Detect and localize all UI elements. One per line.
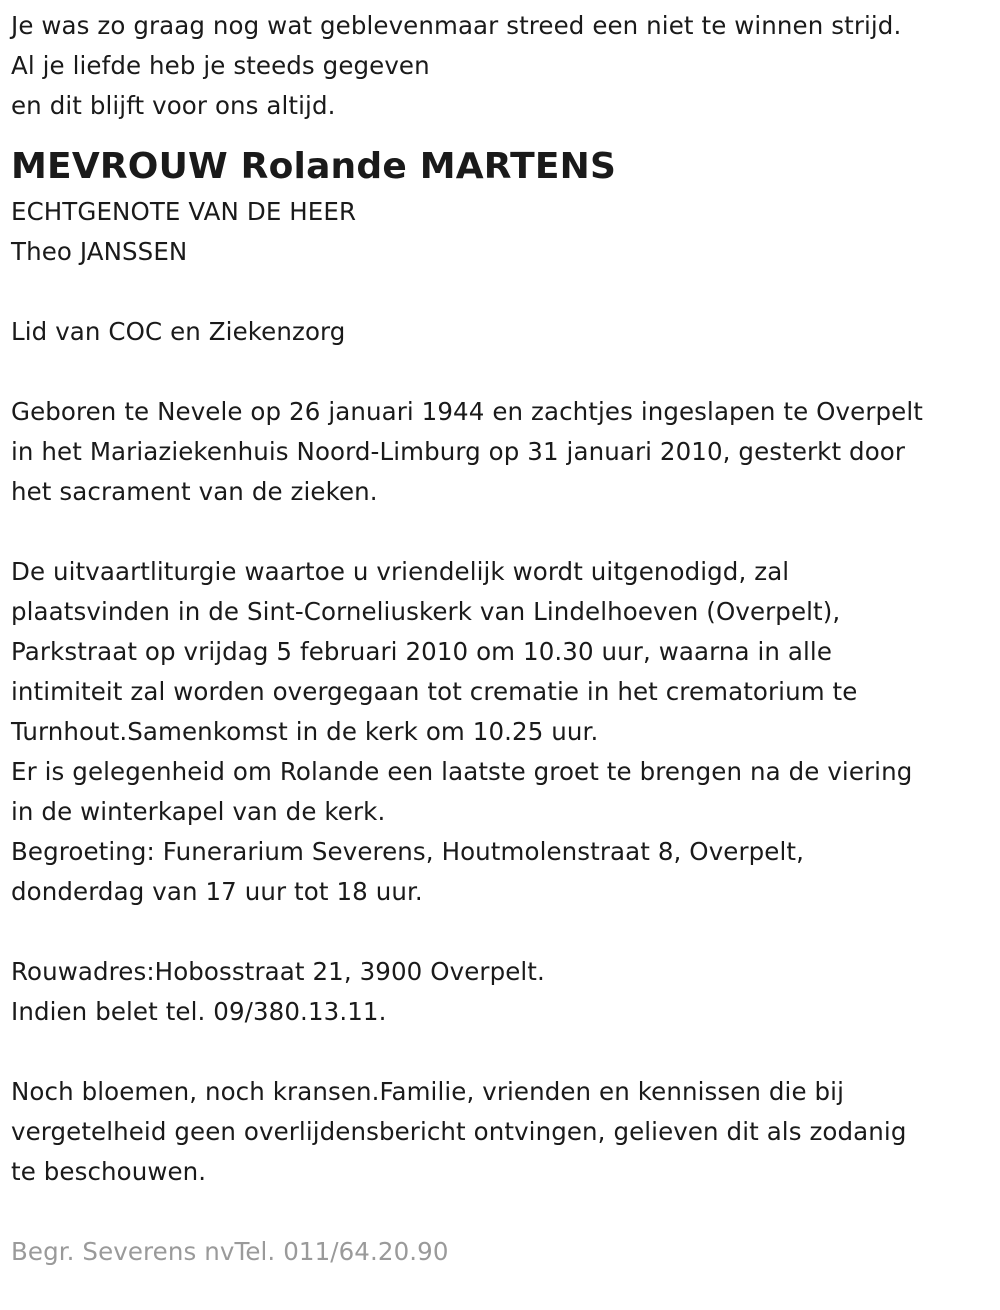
birth-death-paragraph [11,392,991,512]
death-notice [11,6,991,1272]
spacer [11,272,991,312]
spacer [11,352,991,392]
paragraph-line: Begroeting: Funerarium Severens, Houtmolenstraat 8, Overpelt, [11,837,804,866]
spouse-name: Theo JANSSEN [11,237,188,266]
closing-paragraph [11,1072,991,1192]
spacer [11,1032,991,1072]
address-line: Rouwadres:Hobosstraat 21, 3900 Overpelt. [11,957,545,986]
spacer [11,912,991,952]
spacer [11,1192,991,1232]
phone-line: Indien belet tel. 09/380.13.11. [11,997,387,1026]
poem-line: en dit blijft voor ons altijd. [11,91,336,120]
paragraph-line: intimiteit zal worden overgegaan tot crematie in het crematorium te [11,677,858,706]
paragraph-line: vergetelheid geen overlijdensbericht ontvingen, gelieven dit als zodanig [11,1117,907,1146]
poem-line: Je was zo graag nog wat geblevenmaar streed een niet te winnen strijd. [11,11,902,40]
relation-line: ECHTGENOTE VAN DE HEER [11,197,357,226]
paragraph-line: in de winterkapel van de kerk. [11,797,386,826]
paragraph-line: Turnhout.Samenkomst in de kerk om 10.25 uur. [11,717,599,746]
paragraph-line: te beschouwen. [11,1157,207,1186]
paragraph-line: De uitvaartliturgie waartoe u vriendelijk wordt uitgenodigd, zal [11,557,790,586]
spacer [11,512,991,552]
paragraph-line: Geboren te Nevele op 26 januari 1944 en zachtjes ingeslapen te Overpelt [11,397,923,426]
paragraph-line: in het Mariaziekenhuis Noord-Limburg op 31 januari 2010, gesterkt door [11,437,906,466]
footer-credit: Begr. Severens nvTel. 011/64.20.90 [11,1237,449,1266]
deceased-name: MEVROUW Rolande MARTENS [11,146,617,187]
poem [11,6,991,126]
paragraph-line: Parkstraat op vrijdag 5 februari 2010 om 10.30 uur, waarna in alle [11,637,833,666]
paragraph-line: Noch bloemen, noch kransen.Familie, vrienden en kennissen die bij [11,1077,844,1106]
poem-line: Al je liefde heb je steeds gegeven [11,51,430,80]
paragraph-line: donderdag van 17 uur tot 18 uur. [11,877,423,906]
paragraph-line: plaatsvinden in de Sint-Corneliuskerk van Lindelhoeven (Overpelt), [11,597,841,626]
paragraph-line: het sacrament van de zieken. [11,477,378,506]
funeral-paragraph [11,552,991,912]
membership-line: Lid van COC en Ziekenzorg [11,317,346,346]
paragraph-line: Er is gelegenheid om Rolande een laatste groet te brengen na de viering [11,757,913,786]
address-paragraph [11,952,991,1032]
